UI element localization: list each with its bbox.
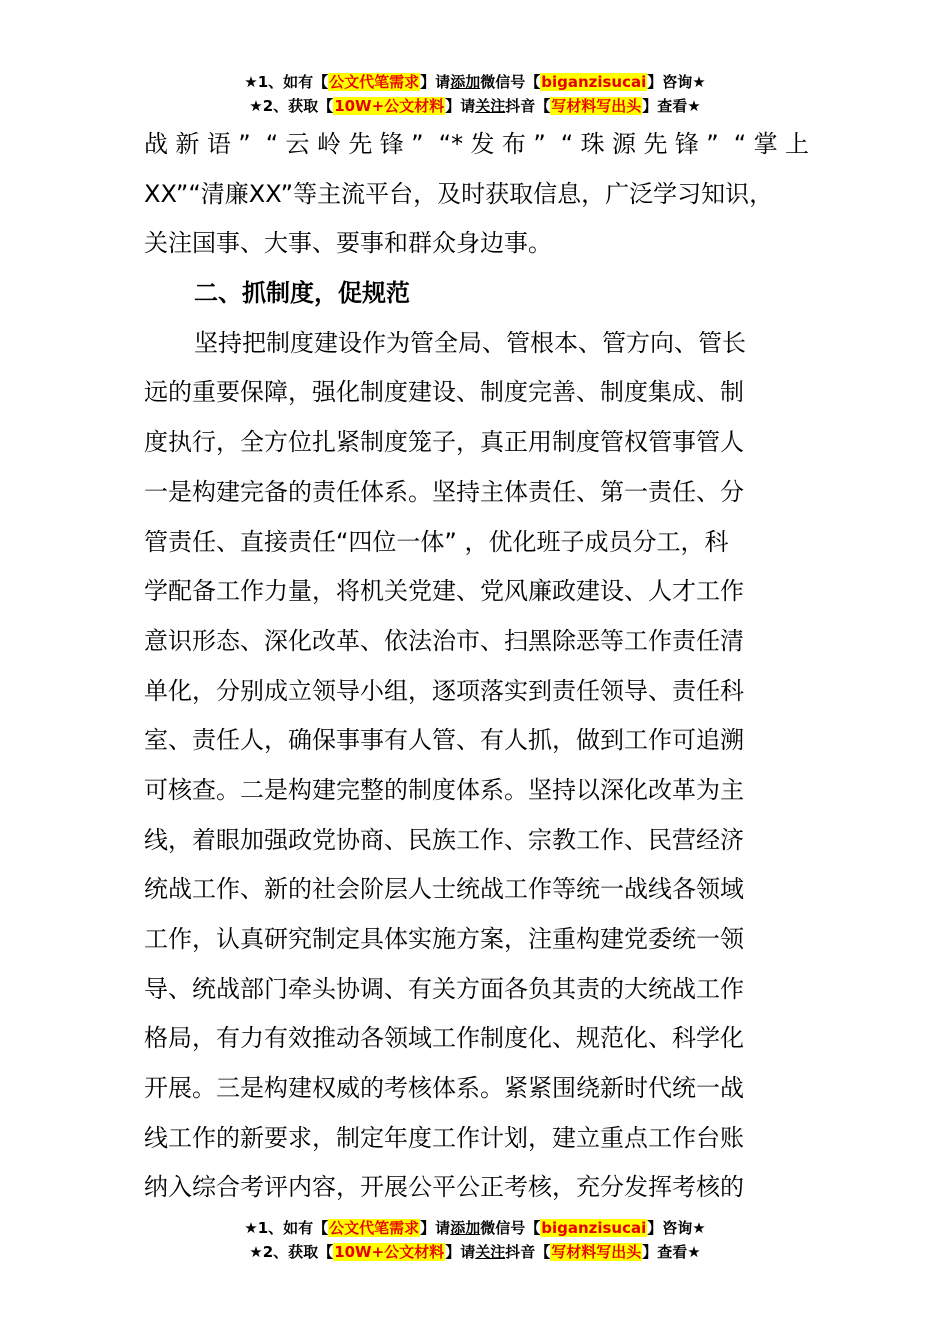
banner-text: 抖音【 [505, 97, 551, 115]
body-line: 可核查。二是构建完整的制度体系。坚持以深化改革为主 [144, 775, 744, 804]
body-line: 意识形态、深化改革、依法治市、扫黑除恶等工作责任清 [144, 626, 744, 655]
banner-highlight: 公文代笔需求 [329, 73, 420, 91]
body-line: 关注国事、大事、要事和群众身边事。 [144, 229, 552, 258]
banner-text: 微信号【 [480, 73, 541, 91]
body-line: 一是构建完备的责任体系。坚持主体责任、第一责任、分 [144, 477, 744, 506]
header-banner [0, 70, 950, 118]
banner-text: ★1、如有【 [244, 73, 329, 91]
body-line: 远的重要保障，强化制度建设、制度完善、制度集成、制 [144, 378, 744, 407]
document-body [144, 120, 809, 1213]
banner-highlight: 10W+公文材料 [334, 97, 445, 115]
banner-highlight: 写材料写出头 [551, 1243, 642, 1261]
body-line: 导、统战部门牵头协调、有关方面各负其责的大统战工作 [144, 974, 744, 1003]
body-line: 纳入综合考评内容，开展公平公正考核，充分发挥考核的 [144, 1173, 744, 1202]
banner-underlined: 关注 [475, 1243, 506, 1261]
banner-text: 】请 [420, 1219, 451, 1237]
body-line: 学配备工作力量，将机关党建、党风廉政建设、人才工作 [144, 577, 744, 606]
banner-text: 】咨询★ [647, 1219, 706, 1237]
body-line: 室、责任人，确保事事有人管、有人抓，做到工作可追溯 [144, 726, 744, 755]
banner-highlight: 公文代笔需求 [329, 1219, 420, 1237]
banner-text: ★1、如有【 [244, 1219, 329, 1237]
banner-text: 】请 [445, 97, 476, 115]
banner-text: 】请 [445, 1243, 476, 1261]
banner-text: 微信号【 [480, 1219, 541, 1237]
body-line: 线工作的新要求，制定年度工作计划，建立重点工作台账 [144, 1123, 744, 1152]
banner-line-1 [0, 1216, 950, 1240]
body-line: 工作，认真研究制定具体实施方案，注重构建党委统一领 [144, 925, 744, 953]
banner-highlight: 10W+公文材料 [334, 1243, 445, 1261]
banner-text: 抖音【 [505, 1243, 551, 1261]
body-line: 管责任、直接责任“四位一体” ，优化班子成员分工，科 [144, 527, 729, 556]
banner-text: 】请 [420, 73, 451, 91]
banner-underlined: 添加 [450, 1219, 481, 1237]
banner-line-2 [0, 94, 950, 118]
body-line: 战新语” “云岭先锋” “*发布” “珠源先锋” “掌上 [144, 130, 809, 158]
banner-line-1 [0, 70, 950, 94]
banner-highlight: biganzisucai [541, 73, 647, 91]
body-line: 单化，分别成立领导小组，逐项落实到责任领导、责任科 [144, 676, 744, 705]
banner-underlined: 关注 [475, 97, 506, 115]
body-line: 开展。三是构建权威的考核体系。紧紧围绕新时代统一战 [144, 1074, 744, 1103]
body-line: 统战工作、新的社会阶层人士统战工作等统一战线各领域 [144, 875, 744, 904]
banner-highlight: 写材料写出头 [551, 97, 642, 115]
banner-highlight: biganzisucai [541, 1219, 647, 1237]
body-line: 格局，有力有效推动各领域工作制度化、规范化、科学化 [144, 1024, 744, 1053]
body-line: XX”“清廉XX”等主流平台，及时获取信息，广泛学习知识， [144, 179, 774, 208]
body-line: 度执行，全方位扎紧制度笼子，真正用制度管权管事管人 [144, 428, 744, 457]
body-line: 线，着眼加强政党协商、民族工作、宗教工作、民营经济 [144, 825, 744, 854]
body-line: 坚持把制度建设作为管全局、管根本、管方向、管长 [194, 328, 746, 357]
footer-banner [0, 1216, 950, 1264]
banner-text: ★2、获取【 [249, 97, 334, 115]
banner-text: 】查看★ [642, 97, 701, 115]
banner-text: 】咨询★ [647, 73, 706, 91]
banner-text: ★2、获取【 [249, 1243, 334, 1261]
section-heading: 二、抓制度，促规范 [194, 279, 410, 308]
banner-text: 】查看★ [642, 1243, 701, 1261]
banner-underlined: 添加 [450, 73, 481, 91]
banner-line-2 [0, 1240, 950, 1264]
